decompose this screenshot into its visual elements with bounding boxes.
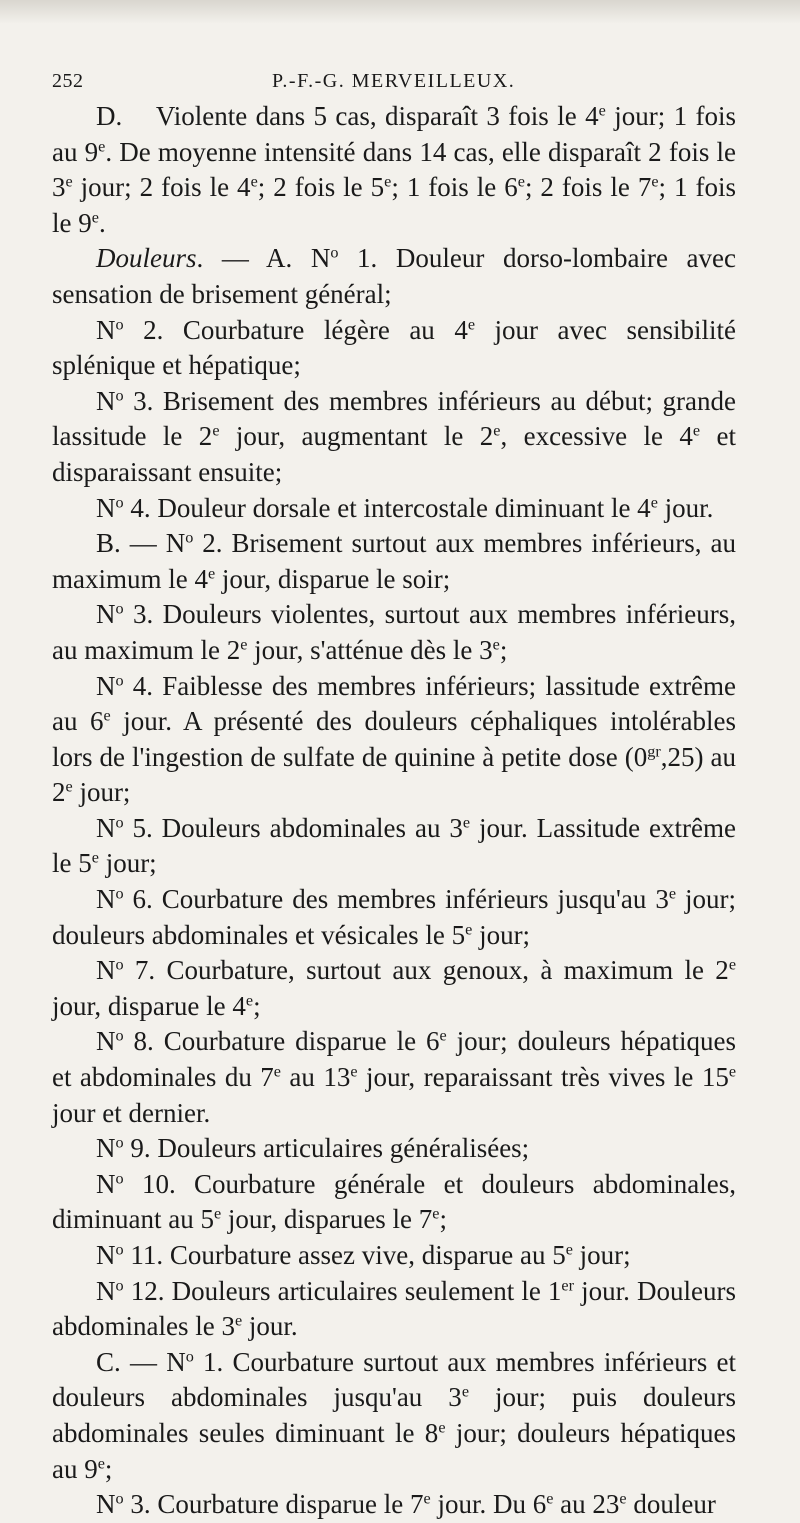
- paragraph: $N^o$ 3. Courbature disparue le 7e jour. Du 6e au 23e douleur: [96, 1489, 716, 1520]
- page-number: 252: [52, 70, 84, 92]
- paragraph: $N^o$ 3. Douleurs violentes, surtout aux membres inférieurs, au maximum le 2e jour, s'atténue dès le 3e;: [52, 599, 736, 665]
- paragraph: $N^o$ 12. Douleurs articulaires seulement le 1er jour. Douleurs abdominales le 3e jour.: [52, 1275, 736, 1342]
- paragraph: $N^o$ 9. Douleurs articulaires généralisées;: [96, 1133, 530, 1164]
- page-header: [52, 70, 736, 93]
- paragraph: $N^o$ 6. Courbature des membres inférieurs jusqu'au 3e jour; douleurs abdominales et vésicales le 5e jour;: [52, 884, 736, 950]
- paragraph: $N^o$ 11. Courbature assez vive, disparue au 5e jour;: [96, 1240, 631, 1270]
- running-head: P.-F.-G. MERVEILLEUX.: [272, 70, 516, 92]
- paragraph: $N^o$ 3. Brisement des membres inférieurs au début; grande lassitude le 2e jour, augmentant le 2e, excessive le 4e et disparaissant ensuite;: [52, 385, 736, 487]
- paragraph: $N^o$ 5. Douleurs abdominales au 3e jour. Lassitude extrême le 5e jour;: [52, 812, 736, 879]
- paragraph: $N^o$ 4. Douleur dorsale et intercostale diminuant le 4e jour.: [96, 492, 714, 523]
- paragraph: C. — $N^o$ 1. Courbature surtout aux membres inférieurs et douleurs abdominales jusqu'au 3e jour; puis douleurs abdominales seules diminuant le 8e jour; douleurs hépatiques au 9e;: [52, 1346, 736, 1484]
- body-text: [52, 99, 736, 1523]
- paragraph: $N^o$ 7. Courbature, surtout aux genoux, à maximum le 2e jour, disparue le 4e;: [52, 955, 736, 1021]
- paragraph: B. — $N^o$ 2. Brisement surtout aux membres inférieurs, au maximum le 4e jour, disparue le soir;: [52, 528, 736, 594]
- paragraph: $N^o$ 8. Courbature disparue le 6e jour; douleurs hépatiques et abdominales du 7e au 13e jour, reparaissant très vives le 15e jour et dernier.: [52, 1026, 737, 1128]
- paragraph: $N^o$ 4. Faiblesse des membres inférieurs; lassitude extrême au 6e jour. A présenté des douleurs céphaliques intolérables lors de l'ingestion de sulfate de quinine à petite dose $(0^{gr},25)$ au 2e jour;: [52, 670, 736, 808]
- paragraph: $N^o$ 10. Courbature générale et douleurs abdominales, diminuant au 5e jour, disparues le 7e;: [52, 1168, 736, 1235]
- paragraph: Douleurs. — A. $N^o$ 1. Douleur dorso-lombaire avec sensation de brisement général;: [52, 243, 736, 309]
- page-top-shadow: [0, 0, 800, 24]
- paragraph: $N^o$ 2. Courbature légère au 4e jour avec sensibilité splénique et hépatique;: [52, 314, 737, 381]
- paragraph: D. Violente dans 5 cas, disparaît 3 fois le 4e jour; 1 fois au 9e. De moyenne intensité dans 14 cas, elle disparaît 2 fois le 3e jour; 2 fois le 4e; 2 fois le 5e; 1 fois le 6e; 2 fois le 7e; 1 fois le 9e.: [52, 101, 737, 238]
